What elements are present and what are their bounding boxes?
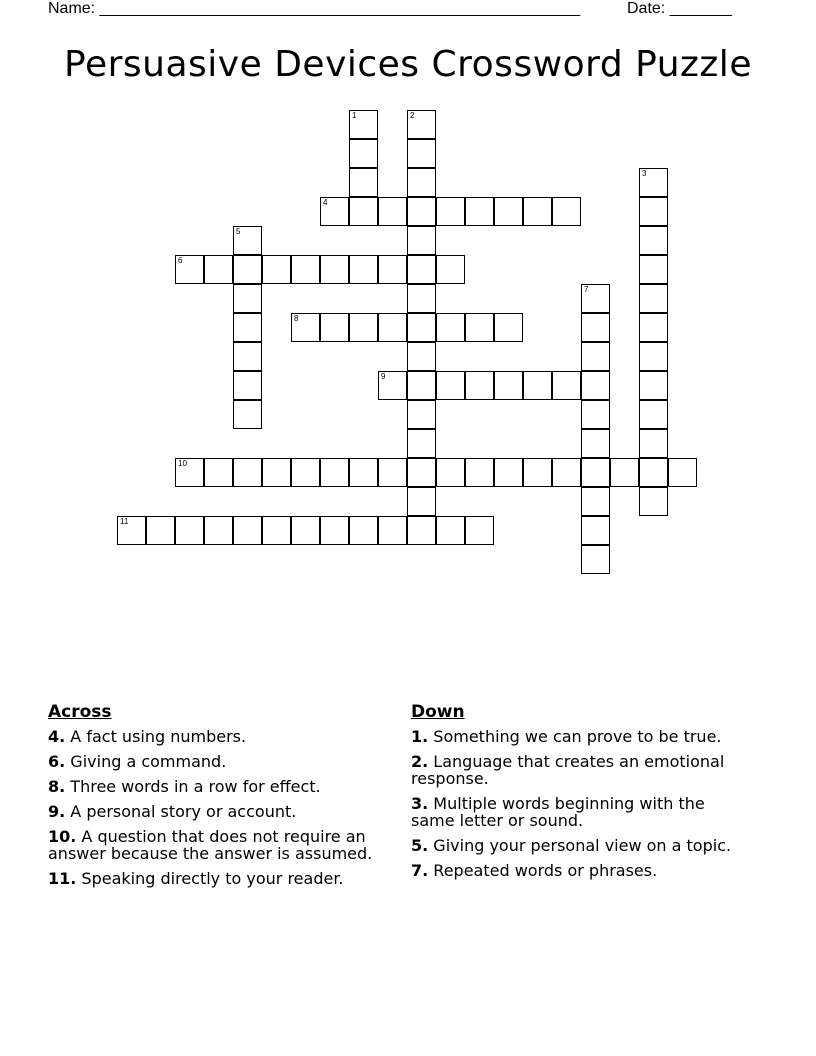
grid-cell[interactable]: [407, 400, 436, 429]
grid-cell[interactable]: [436, 458, 465, 487]
grid-cell[interactable]: [320, 197, 349, 226]
grid-cell[interactable]: [581, 284, 610, 313]
grid-cell[interactable]: [523, 458, 552, 487]
grid-cell[interactable]: [320, 458, 349, 487]
grid-cell[interactable]: [407, 313, 436, 342]
grid-cell[interactable]: [407, 255, 436, 284]
grid-cell[interactable]: [581, 342, 610, 371]
grid-cell[interactable]: [552, 458, 581, 487]
grid-cell[interactable]: [436, 516, 465, 545]
grid-cell[interactable]: [465, 371, 494, 400]
down-clues: [411, 703, 741, 887]
grid-cell[interactable]: [175, 255, 204, 284]
grid-cell[interactable]: [378, 197, 407, 226]
grid-cell[interactable]: [407, 429, 436, 458]
clue-text: Three words in a row for effect.: [65, 777, 321, 796]
grid-cell[interactable]: [465, 516, 494, 545]
clue-text: A question that does not require an answer because the answer is assumed.: [48, 827, 373, 863]
grid-cell[interactable]: [581, 545, 610, 574]
clue-number: 11.: [48, 869, 77, 888]
grid-cell[interactable]: [204, 458, 233, 487]
grid-cell[interactable]: [581, 487, 610, 516]
grid-cell[interactable]: [581, 313, 610, 342]
grid-cell[interactable]: [581, 400, 610, 429]
grid-cell[interactable]: [349, 313, 378, 342]
down-clue: [411, 862, 741, 879]
clue-number: 1.: [411, 727, 429, 746]
clue-number: 10.: [48, 827, 77, 846]
grid-cell[interactable]: [407, 458, 436, 487]
clue-text: Language that creates an emotional response.: [411, 752, 725, 788]
grid-cell[interactable]: [233, 458, 262, 487]
grid-cell[interactable]: [407, 516, 436, 545]
grid-cell[interactable]: [436, 313, 465, 342]
grid-cell[interactable]: [639, 429, 668, 458]
grid-cell[interactable]: [407, 371, 436, 400]
clue-number: 5: [236, 227, 241, 236]
grid-cell[interactable]: [233, 313, 262, 342]
grid-cell[interactable]: [204, 516, 233, 545]
grid-cell[interactable]: [407, 284, 436, 313]
clue-number: 2.: [411, 752, 429, 771]
grid-cell[interactable]: [407, 139, 436, 168]
grid-cell[interactable]: [262, 255, 291, 284]
down-clue: [411, 837, 741, 854]
grid-cell[interactable]: [349, 255, 378, 284]
grid-cell[interactable]: [291, 255, 320, 284]
grid-cell[interactable]: [233, 400, 262, 429]
clue-text: A personal story or account.: [65, 802, 297, 821]
across-clue: [48, 803, 398, 820]
grid-cell[interactable]: [407, 342, 436, 371]
grid-cell[interactable]: [204, 255, 233, 284]
clue-number: 7: [584, 285, 589, 294]
clue-number: 6: [178, 256, 183, 265]
grid-cell[interactable]: [378, 255, 407, 284]
grid-cell[interactable]: [349, 110, 378, 139]
name-field-label: Name: ______________________________________________________: [48, 0, 581, 17]
grid-cell[interactable]: [378, 516, 407, 545]
grid-cell[interactable]: [639, 255, 668, 284]
grid-cell[interactable]: [552, 371, 581, 400]
clue-number: 9.: [48, 802, 66, 821]
date-field-label: Date: _______: [627, 0, 732, 17]
grid-cell[interactable]: [465, 313, 494, 342]
clue-number: 8.: [48, 777, 66, 796]
clue-number: 9: [381, 372, 386, 381]
grid-cell[interactable]: [262, 516, 291, 545]
grid-cell[interactable]: [436, 255, 465, 284]
grid-cell[interactable]: [175, 458, 204, 487]
grid-cell[interactable]: [552, 197, 581, 226]
clue-text: A fact using numbers.: [65, 727, 247, 746]
across-clue: [48, 728, 398, 745]
grid-cell[interactable]: [146, 516, 175, 545]
grid-cell[interactable]: [523, 371, 552, 400]
grid-cell[interactable]: [233, 342, 262, 371]
grid-cell[interactable]: [494, 371, 523, 400]
grid-cell[interactable]: [639, 197, 668, 226]
clue-number: 7.: [411, 861, 429, 880]
grid-cell[interactable]: [639, 313, 668, 342]
grid-cell[interactable]: [668, 458, 697, 487]
grid-cell[interactable]: [639, 371, 668, 400]
grid-cell[interactable]: [320, 313, 349, 342]
grid-cell[interactable]: [436, 197, 465, 226]
across-clue: [48, 870, 398, 887]
across-clue: [48, 828, 398, 862]
clue-number: 8: [294, 314, 299, 323]
grid-cell[interactable]: [407, 487, 436, 516]
grid-cell[interactable]: [407, 168, 436, 197]
grid-cell[interactable]: [233, 516, 262, 545]
grid-cell[interactable]: [407, 226, 436, 255]
grid-cell[interactable]: [378, 371, 407, 400]
across-clue: [48, 753, 398, 770]
grid-cell[interactable]: [233, 255, 262, 284]
clue-number: 4: [323, 198, 328, 207]
grid-cell[interactable]: [465, 197, 494, 226]
grid-cell[interactable]: [349, 168, 378, 197]
down-clue: [411, 728, 741, 745]
grid-cell[interactable]: [639, 168, 668, 197]
grid-cell[interactable]: [407, 110, 436, 139]
grid-cell[interactable]: [175, 516, 204, 545]
grid-cell[interactable]: [378, 313, 407, 342]
down-clue: [411, 753, 741, 787]
clue-number: 11: [120, 517, 129, 526]
grid-cell[interactable]: [436, 371, 465, 400]
clue-number: 4.: [48, 727, 66, 746]
clue-text: Giving your personal view on a topic.: [428, 836, 732, 855]
page-title: Persuasive Devices Crossword Puzzle: [64, 44, 752, 85]
across-clue-list: [48, 728, 398, 887]
clue-text: Multiple words beginning with the same letter or sound.: [411, 794, 705, 830]
grid-cell[interactable]: [494, 313, 523, 342]
grid-cell[interactable]: [320, 255, 349, 284]
clue-number: 5.: [411, 836, 429, 855]
down-clue-list: [411, 728, 741, 879]
grid-cell[interactable]: [639, 400, 668, 429]
clue-text: Speaking directly to your reader.: [76, 869, 344, 888]
clue-number: 1: [352, 111, 357, 120]
across-heading: Across: [48, 702, 112, 722]
grid-cell[interactable]: [349, 197, 378, 226]
grid-cell[interactable]: [233, 371, 262, 400]
down-clue: [411, 795, 741, 829]
grid-cell[interactable]: [291, 458, 320, 487]
clue-number: 3.: [411, 794, 429, 813]
grid-cell[interactable]: [581, 371, 610, 400]
grid-cell[interactable]: [378, 458, 407, 487]
grid-cell[interactable]: [639, 342, 668, 371]
grid-cell[interactable]: [639, 284, 668, 313]
grid-cell[interactable]: [639, 458, 668, 487]
grid-cell[interactable]: [523, 197, 552, 226]
grid-cell[interactable]: [407, 197, 436, 226]
grid-cell[interactable]: [291, 516, 320, 545]
clue-text: Giving a command.: [65, 752, 227, 771]
across-clues: [48, 703, 398, 895]
grid-cell[interactable]: [494, 458, 523, 487]
grid-cell[interactable]: [320, 516, 349, 545]
grid-cell[interactable]: [494, 197, 523, 226]
down-heading: Down: [411, 702, 465, 722]
grid-cell[interactable]: [233, 226, 262, 255]
clue-number: 3: [642, 169, 647, 178]
grid-cell[interactable]: [349, 516, 378, 545]
grid-cell[interactable]: [610, 458, 639, 487]
grid-cell[interactable]: [349, 139, 378, 168]
clue-number: 6.: [48, 752, 66, 771]
grid-cell[interactable]: [581, 516, 610, 545]
grid-cell[interactable]: [291, 313, 320, 342]
clue-text: Something we can prove to be true.: [428, 727, 722, 746]
across-clue: [48, 778, 398, 795]
grid-cell[interactable]: [262, 458, 291, 487]
grid-cell[interactable]: [117, 516, 146, 545]
grid-cell[interactable]: [639, 226, 668, 255]
clue-number: 10: [178, 459, 187, 468]
grid-cell[interactable]: [581, 458, 610, 487]
grid-cell[interactable]: [233, 284, 262, 313]
grid-cell[interactable]: [349, 458, 378, 487]
grid-cell[interactable]: [581, 429, 610, 458]
clue-text: Repeated words or phrases.: [428, 861, 658, 880]
grid-cell[interactable]: [639, 487, 668, 516]
grid-cell[interactable]: [465, 458, 494, 487]
clue-number: 2: [410, 111, 415, 120]
